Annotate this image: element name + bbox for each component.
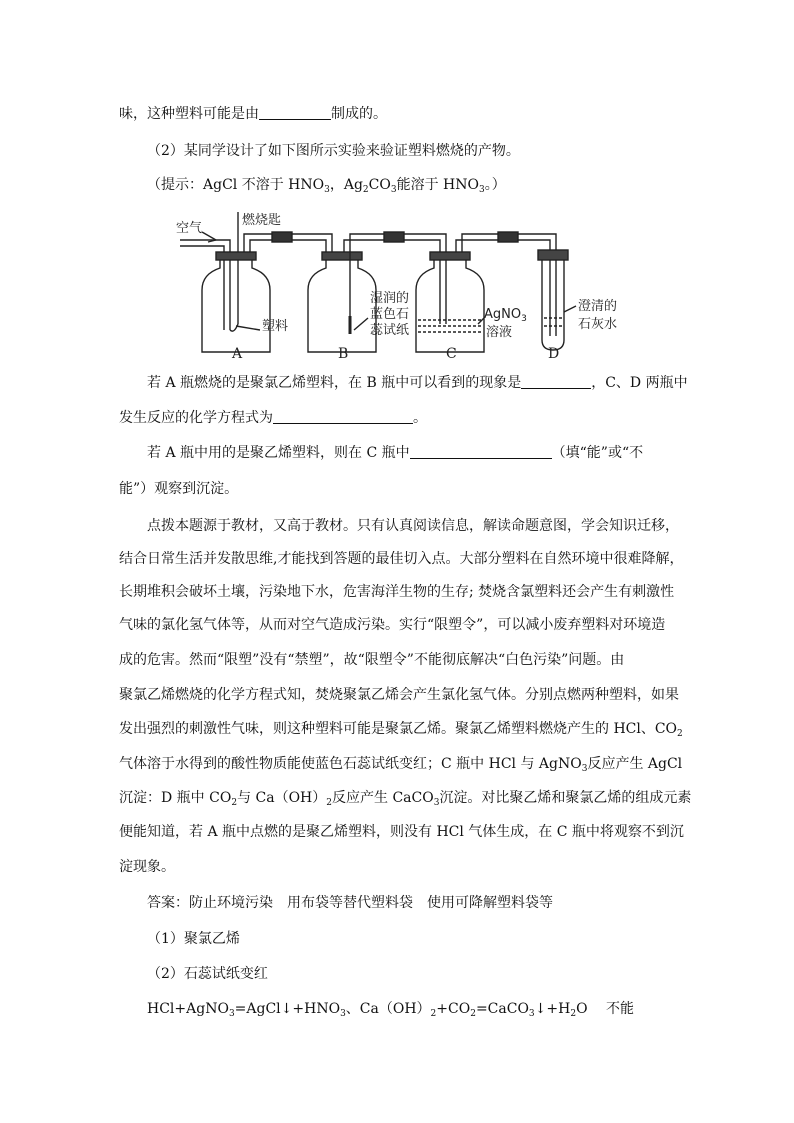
answer-blank-2 [521, 374, 591, 389]
observation-line-4: 能”）观察到沉淀。 [119, 481, 239, 497]
explanation-line-3: 长期堆积会破坏土壤，污染地下水，危害海洋生物的生存; 焚烧含氯塑料还会产生有刺激性 [119, 584, 675, 600]
explanation-line-9: 沉淀：D 瓶中 $CO_2$与 $Ca(OH)_2$反应产生 CaCO$_3$沉淀。对比聚乙烯和聚氯乙烯的组成元素 [119, 790, 692, 808]
label-air: 空气 [176, 221, 203, 236]
observation-line-2: 发生反应的化学方程式为 。 [119, 410, 427, 426]
label-agno3: AgNO$_3$ [484, 307, 527, 324]
observation-line-3: 若 A 瓶中用的是聚乙烯塑料，则在 C 瓶中 （填“能”或“不 [147, 445, 644, 461]
question-2: （2）某同学设计了如下图所示实验来验证塑料燃烧的产物。 [147, 143, 520, 159]
bottle-label-d: D [548, 346, 560, 362]
answer-part-1: （1）聚氯乙烯 [147, 931, 240, 947]
explanation-line-7: 发出强烈的刺激性气味，则这种塑料可能是聚氯乙烯。聚氯乙烯塑料燃烧产生的 HCl、$CO_2$ [119, 721, 683, 739]
explanation-line-2: 结合日常生活并发散思维,才能找到答题的最佳切入点。大部分塑料在自然环境中很难降解， [119, 551, 684, 567]
explanation-line-11: 淀现象。 [119, 859, 175, 875]
label-solution: 溶液 [486, 325, 513, 340]
observation-line-1: 若 A 瓶燃烧的是聚氯乙烯塑料，在 B 瓶中可以看到的现象是 ，C、D 两瓶中 [147, 375, 688, 391]
answer-blank-4 [410, 444, 552, 459]
label-litmus-1: 湿润的 [370, 291, 410, 306]
label-spoon: 燃烧匙 [242, 213, 282, 228]
text-line-1: 味，这种塑料可能是由 制成的。 [119, 106, 387, 122]
answer-line: 答案：防止环境污染 用布袋等替代塑料袋 使用可降解塑料袋等 [147, 895, 553, 911]
explanation-line-10: 便能知道，若 A 瓶中点燃的是聚乙烯塑料，则没有 HCl 气体生成，在 C 瓶中将观察不到沉 [119, 824, 684, 840]
hint-line: （提示：AgCl 不溶于 $HNO_3$，$Ag_2CO_3$能溶于 $HNO_3$。） [147, 177, 506, 195]
explanation-line-4: 气味的氯化氢气体等，从而对空气造成污染。实行“限塑令”，可以减小废弃塑料对环境造 [119, 617, 666, 633]
chemical-equation-line: $HCl+AgNO_3=AgCl↓+HNO_3$、$Ca(OH)_2+CO_2=CaCO_3↓+H_2O$ 不能 [147, 1001, 634, 1019]
explanation-line-5: 成的危害。然而“限塑”没有“禁塑”，故“限塑令”不能彻底解决“白色污染”问题。由 [119, 652, 625, 668]
label-limewater-2: 石灰水 [578, 317, 618, 332]
bottle-label-c: C [446, 346, 457, 362]
label-litmus-2: 蓝色石 [370, 307, 410, 322]
experiment-apparatus-diagram [172, 206, 622, 362]
bottle-label-a: A [232, 346, 243, 362]
explanation-line-6: 聚氯乙烯燃烧的化学方程式知，焚烧聚氯乙烯会产生氯化氢气体。分别点燃两种塑料，如果 [119, 687, 679, 703]
label-limewater-1: 澄清的 [578, 299, 618, 314]
explanation-line-1: 点拨本题源于教材，又高于教材。只有认真阅读信息，解读命题意图，学会知识迁移， [147, 518, 679, 534]
explanation-line-8: 气体溶于水得到的酸性物质能使蓝色石蕊试纸变红；C 瓶中 HCl 与 AgNO$_3$反应产生 AgCl [119, 756, 683, 774]
bottle-label-b: B [338, 346, 349, 362]
answer-blank-1 [259, 105, 331, 120]
answer-part-2: （2）石蕊试纸变红 [147, 966, 268, 982]
label-plastic: 塑料 [262, 319, 289, 334]
label-litmus-3: 蕊试纸 [370, 323, 410, 338]
answer-blank-3 [273, 409, 413, 424]
